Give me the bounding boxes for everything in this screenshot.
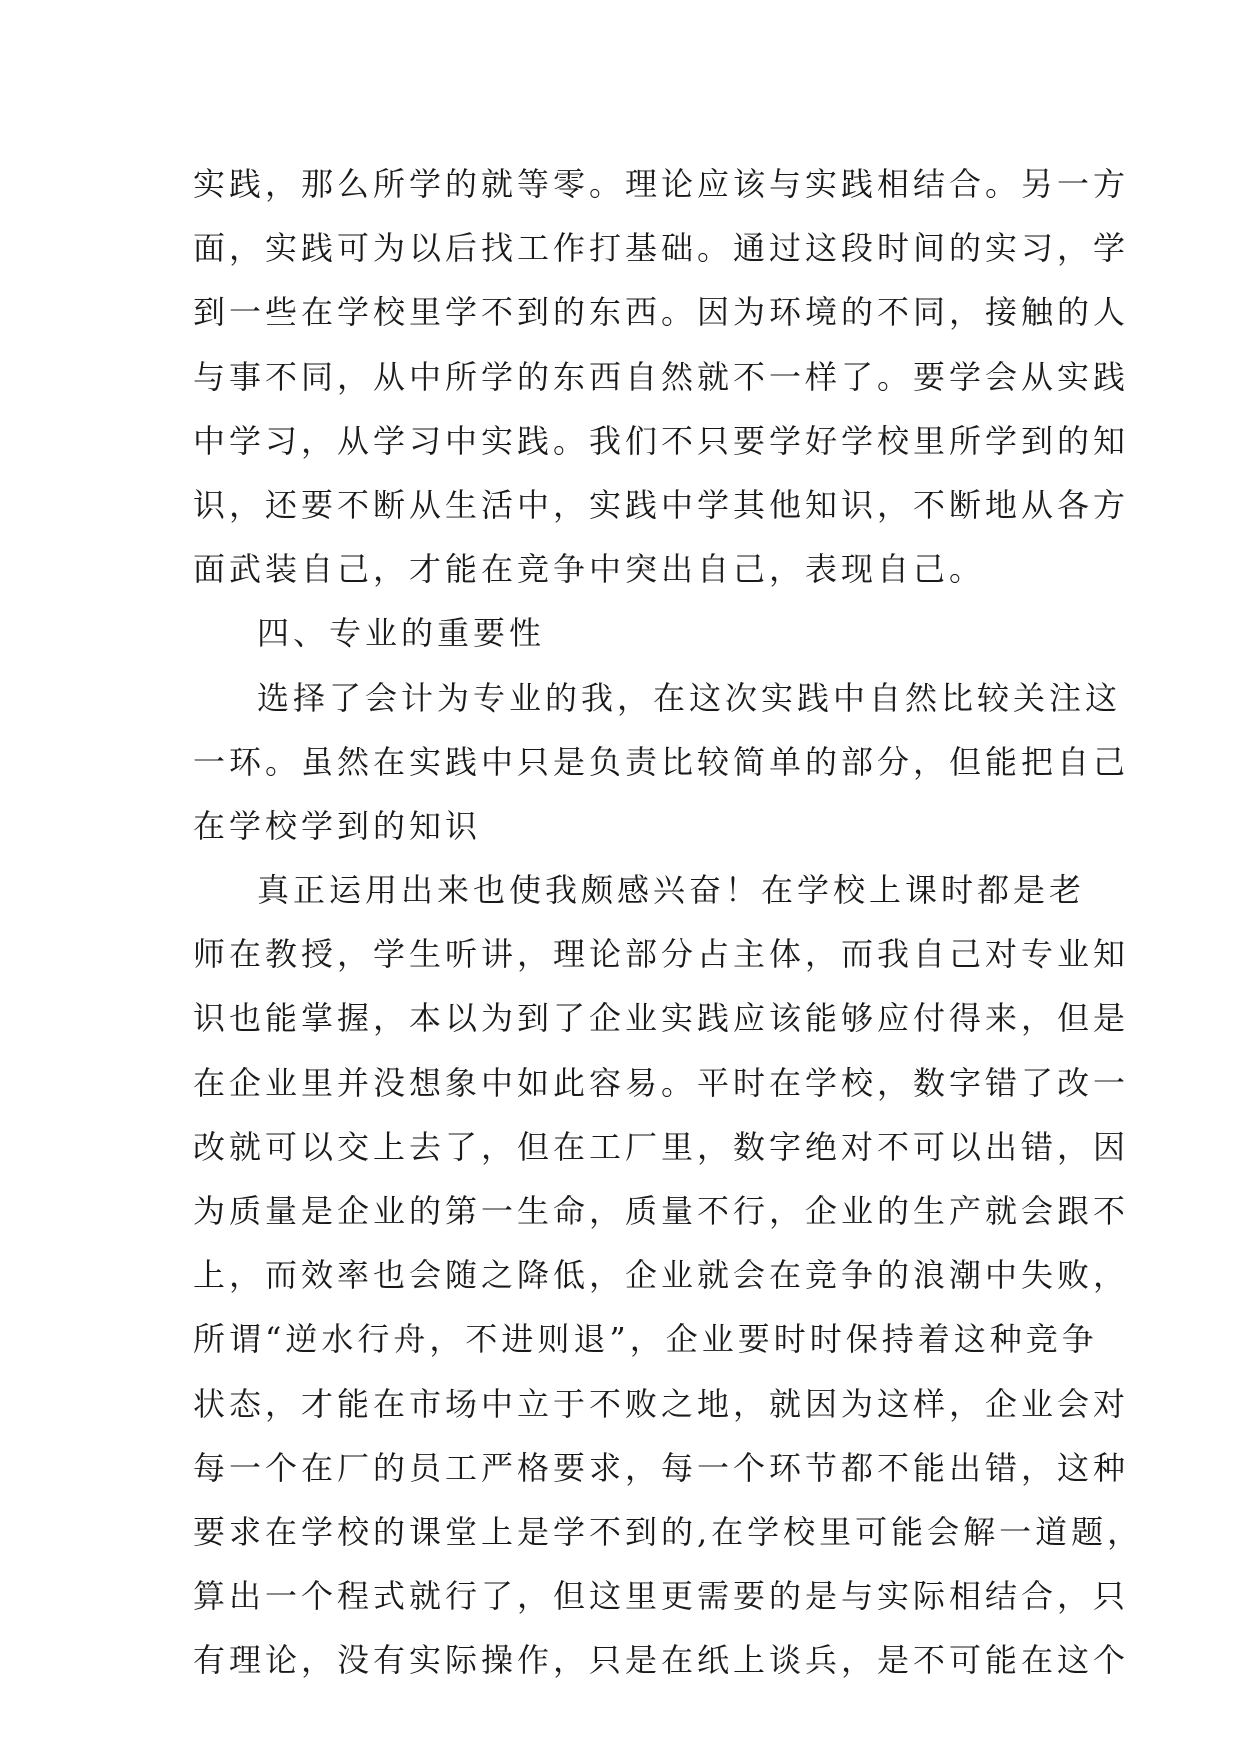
text-line: 面，实践可为以后找工作打基础。通过这段时间的实习，学 xyxy=(193,229,1130,268)
text-line: 选择了会计为专业的我，在这次实践中自然比较关注这 xyxy=(257,678,1122,717)
text-line: 一环。虽然在实践中只是负责比较简单的部分，但能把自己 xyxy=(193,742,1130,781)
text-line: 状态，才能在市场中立于不败之地，就因为这样，企业会对 xyxy=(193,1384,1130,1423)
text-line: 在企业里并没想象中如此容易。平时在学校，数字错了改一 xyxy=(193,1063,1130,1102)
text-line: 识也能掌握，本以为到了企业实践应该能够应付得来，但是 xyxy=(193,999,1130,1038)
text-line: 到一些在学校里学不到的东西。因为环境的不同，接触的人 xyxy=(193,293,1130,332)
text-line: 有理论，没有实际操作，只是在纸上谈兵，是不可能在这个 xyxy=(193,1641,1130,1680)
text-line: 上，而效率也会随之降低，企业就会在竞争的浪潮中失败， xyxy=(193,1256,1130,1295)
text-line: 中学习，从学习中实践。我们不只要学好学校里所学到的知 xyxy=(193,421,1130,460)
text-line: 每一个在厂的员工严格要求，每一个环节都不能出错，这种 xyxy=(193,1448,1130,1487)
text-line: 改就可以交上去了，但在工厂里，数字绝对不可以出错，因 xyxy=(193,1127,1130,1166)
document-body xyxy=(193,152,1144,1693)
text-line: 真正运用出来也使我颇感兴奋！在学校上课时都是老 xyxy=(257,871,1086,910)
text-line: 为质量是企业的第一生命，质量不行，企业的生产就会跟不 xyxy=(193,1192,1130,1230)
text-line: 识，还要不断从生活中，实践中学其他知识，不断地从各方 xyxy=(193,485,1130,524)
text-line: 实践，那么所学的就等零。理论应该与实践相结合。另一方 xyxy=(193,165,1130,203)
text-line: 算出一个程式就行了，但这里更需要的是与实际相结合，只 xyxy=(193,1577,1130,1616)
text-line: 所谓“逆水行舟，不进则退”，企业要时时保持着这种竞争 xyxy=(193,1320,1098,1359)
text-line: 与事不同，从中所学的东西自然就不一样了。要学会从实践 xyxy=(193,357,1130,396)
text-line: 面武装自己，才能在竞争中突出自己，表现自己。 xyxy=(193,550,986,589)
text-line: 师在教授，学生听讲，理论部分占主体，而我自己对专业知 xyxy=(193,935,1130,974)
text-line: 要求在学校的课堂上是学不到的,在学校里可能会解一道题， xyxy=(193,1512,1144,1551)
text-line: 在学校学到的知识 xyxy=(193,806,482,845)
text-line: 四、专业的重要性 xyxy=(257,614,546,653)
